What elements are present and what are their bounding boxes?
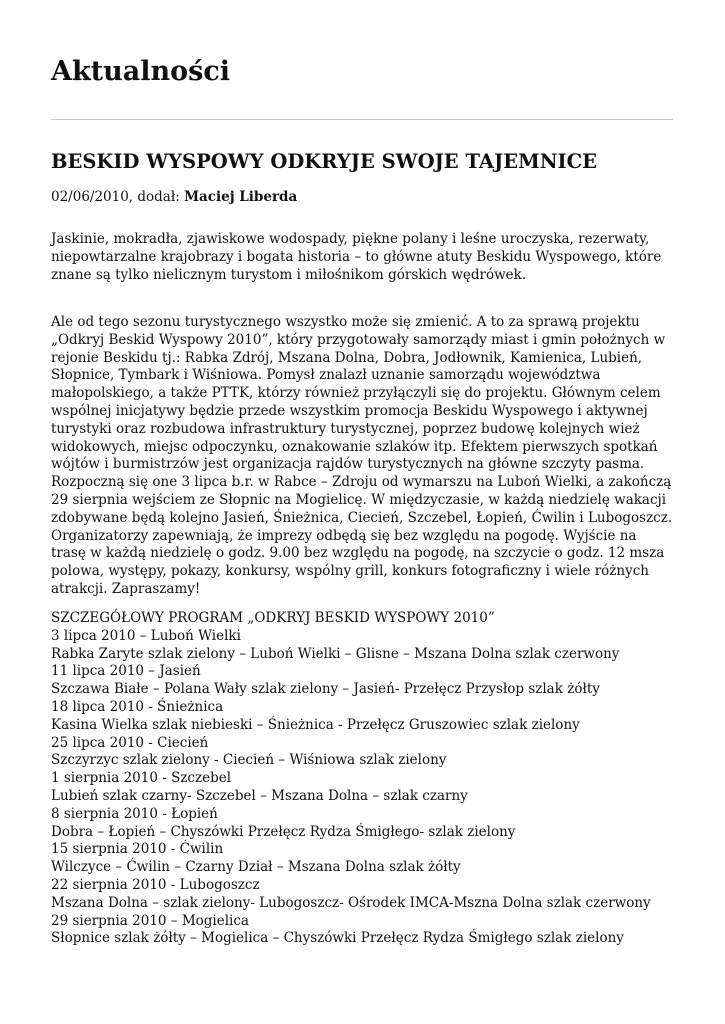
article-title: BESKID WYSPOWY ODKRYJE SWOJE TAJEMNICE (51, 150, 598, 173)
program-line: Mszana Dolna – szlak zielony- Lubogoszcz- Ośrodek IMCA-Mszna Dolna szlak czerwony (51, 894, 651, 911)
program-line: 11 lipca 2010 – Jasień (51, 663, 201, 680)
program-line: Rabka Zaryte szlak zielony – Luboń Wielki – Glisne – Mszana Dolna szlak czerwony (51, 645, 620, 662)
article-author: Maciej Liberda (184, 189, 298, 205)
program-line: Słopnice szlak żółty – Mogielica – Chyszówki Przełęcz Rydza Śmigłego szlak zielony (51, 930, 624, 947)
program-line: 29 sierpnia 2010 – Mogielica (51, 912, 249, 929)
article-paragraph: Ale od tego sezonu turystycznego wszystko może się zmienić. A to za sprawą projektu „Odkryj Beskid Wyspowy 2010”, który przygotowały samorządy miast i gmin położnych w rejonie Beskidu tj.: Rabka Zdrój, Mszana Dolna, Dobra, Jodłownik, Kamienica, Lubień, Słopnice, Tymbark i Wiśniowa. Pomysł znalazł uznanie samorządu województwa małopolskiego, a także PTTK, którzy również przyłączyli się do projektu. Głównym celem wspólnej inicjatywy będzie przede wszystkim promocja Beskidu Wyspowego i aktywnej turystyki oraz rozbudowa infrastruktury turystycznej, poprzez budowę kolejnych wież widokowych, miejsc odpoczynku, oznakowanie szlaków itp. Efektem pierwszych spotkań wójtów i burmistrzów jest organizacja rajdów turystycznych na główne szczyty pasma. Rozpoczną się one 3 lipca b.r. w Rabce – Zdroju od wymarszu na Luboń Wielki, a zakończą 29 sierpnia wejściem ze Słopnic na Mogielicę. W międzyczasie, w każdą niedzielę wakacji zdobywane będą kolejno Jasień, Śnieżnica, Ciecień, Szczebel, Łopień, Ćwilin i Lubogoszcz. Organizatorzy zapewniają, że imprezy odbędą się bez względu na pogodę. Wyjście na trasę w każdą niedzielę o godz. 9.00 bez względu na pogodę, na szczycie o godz. 12 msza polowa, występy, pokazy, konkursy, wspólny grill, konkurs fotograficzny i wiele różnych atrakcji. Zapraszamy! (51, 314, 673, 597)
program-list (51, 610, 675, 948)
page-title: Aktualności (51, 56, 231, 87)
program-line: 22 sierpnia 2010 - Lubogoszcz (51, 876, 260, 893)
program-line: 15 sierpnia 2010 - Ćwilin (51, 841, 224, 858)
program-line: 8 sierpnia 2010 - Łopień (51, 805, 218, 822)
program-line: Szczyrzyc szlak zielony - Ciecień – Wiśniowa szlak zielony (51, 752, 447, 769)
program-line: Kasina Wielka szlak niebieski – Śnieżnica - Przełęcz Gruszowiec szlak zielony (51, 716, 580, 733)
title-divider (51, 119, 673, 120)
program-line: 25 lipca 2010 - Ciecień (51, 734, 209, 751)
article-meta (51, 187, 297, 207)
article-paragraph: Jaskinie, mokradła, zjawiskowe wodospady, piękne polany i leśne uroczyska, rezerwaty, niepowtarzalne krajobrazy i bogata historia – to główne atuty Beskidu Wyspowego, które znane są tylko nielicznym turystom i miłośnikom górskich wędrówek. (51, 231, 662, 283)
program-line: 1 sierpnia 2010 - Szczebel (51, 770, 232, 787)
program-heading: SZCZEGÓŁOWY PROGRAM „ODKRYJ BESKID WYSPOWY 2010” (51, 610, 495, 626)
program-line: Lubień szlak czarny- Szczebel – Mszana Dolna – szlak czarny (51, 787, 468, 804)
article-date: 02/06/2010, dodał: (51, 189, 185, 205)
program-line: Szczawa Białe – Polana Wały szlak zielony – Jasień- Przełęcz Przysłop szlak żółty (51, 681, 600, 698)
program-line: Wilczyce – Ćwilin – Czarny Dział – Mszana Dolna szlak żółty (51, 859, 461, 876)
program-line: 3 lipca 2010 – Luboń Wielki (51, 627, 241, 644)
program-line: Dobra – Łopień – Chyszówki Przełęcz Rydza Śmigłego- szlak zielony (51, 823, 516, 840)
program-line: 18 lipca 2010 - Śnieżnica (51, 698, 224, 715)
